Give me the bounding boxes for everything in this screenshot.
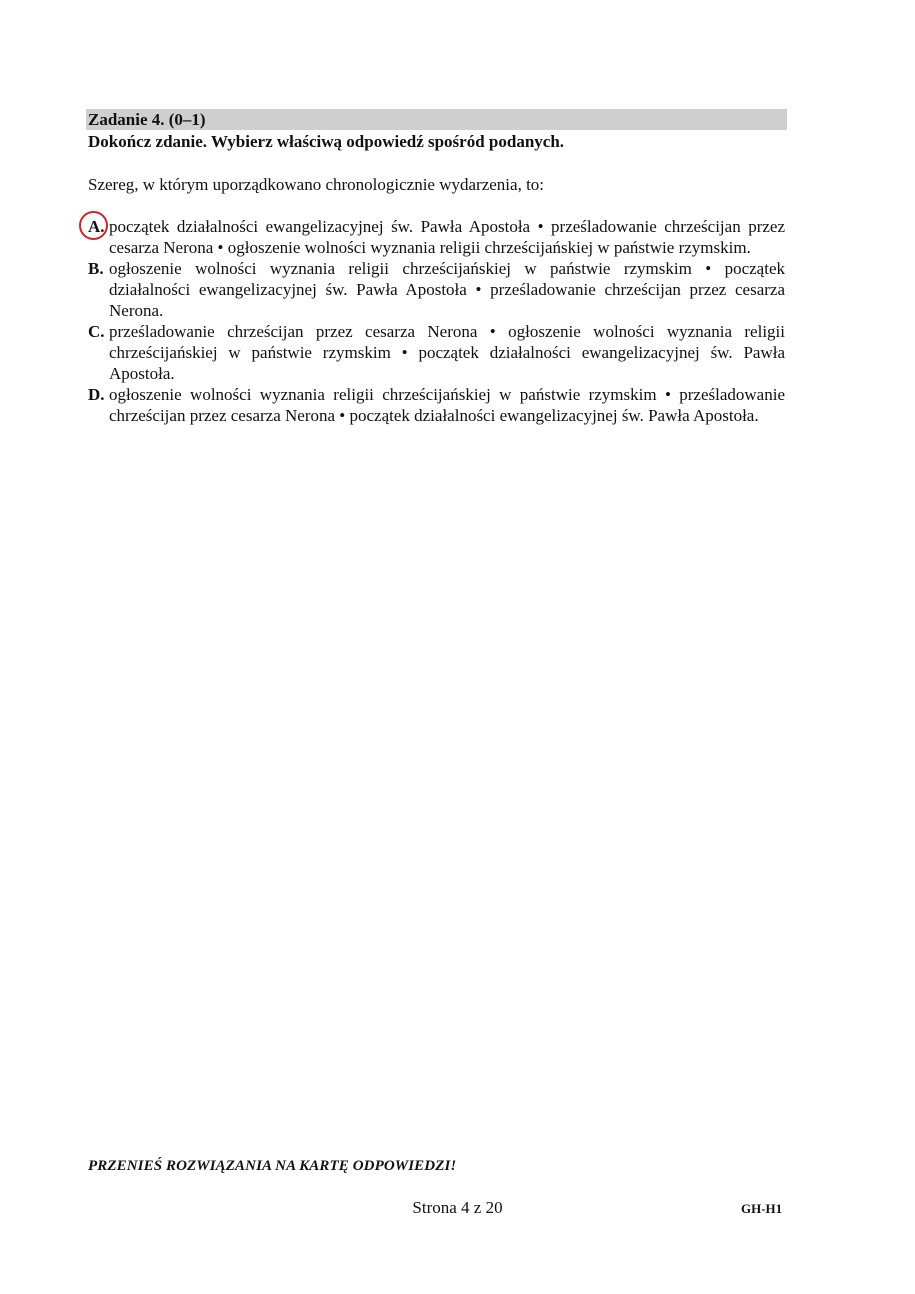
exam-code: GH-H1 [741,1201,783,1216]
page-number: Strona 4 z 20 [412,1198,503,1217]
task-instruction: Dokończ zdanie. Wybierz właściwą odpowiedź spośród podanych. [88,132,565,151]
task-title: Zadanie 4. (0–1) [88,110,206,129]
option-text: prześladowanie chrześcijan przez cesarza Nerona • ogłoszenie wolności wyznania religii chrześcijańskiej w państwie rzymskim • początek działalności ewangelizacyjnej św. Pawła Apostoła. [109,322,785,383]
option-a[interactable] [88,216,785,258]
option-letter: A. [88,217,105,236]
option-letter: D. [88,385,105,404]
option-text: ogłoszenie wolności wyznania religii chrześcijańskiej w państwie rzymskim • prześladowanie chrześcijan przez cesarza Nerona • początek działalności ewangelizacyjnej św. Pawła Apostoła. [109,385,785,425]
question-stem: Szereg, w którym uporządkowano chronologicznie wydarzenia, to: [88,175,545,194]
option-letter: C. [88,322,105,341]
transfer-answers-note: PRZENIEŚ ROZWIĄZANIA NA KARTĘ ODPOWIEDZI! [88,1158,457,1174]
answer-options [88,216,785,426]
option-text: początek działalności ewangelizacyjnej św. Pawła Apostoła • prześladowanie chrześcijan przez cesarza Nerona • ogłoszenie wolności wyznania religii chrześcijańskiej w państwie rzymskim. [109,217,785,257]
option-d[interactable] [88,384,785,426]
option-c[interactable] [88,321,785,384]
option-text: ogłoszenie wolności wyznania religii chrześcijańskiej w państwie rzymskim • początek działalności ewangelizacyjnej św. Pawła Apostoła • prześladowanie chrześcijan przez cesarza Nerona. [109,259,785,320]
option-letter: B. [88,259,104,278]
option-b[interactable] [88,258,785,321]
